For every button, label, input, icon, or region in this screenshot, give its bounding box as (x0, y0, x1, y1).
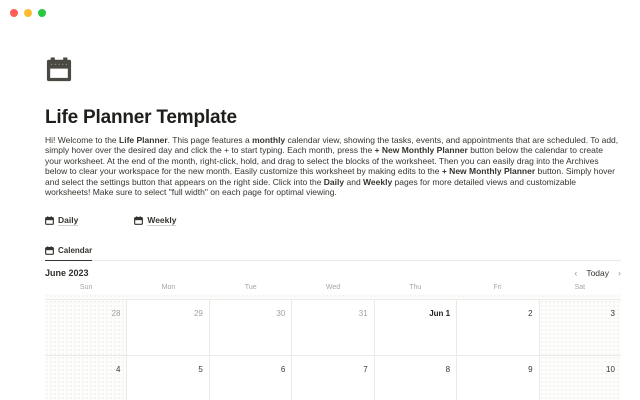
weekday-label-wed: Wed (325, 284, 341, 292)
description-text: Hi! Welcome to the (45, 135, 120, 145)
chevron-left-icon[interactable]: ‹ (574, 267, 578, 278)
chevron-right-icon[interactable]: › (618, 267, 621, 278)
description-bold-text: monthly (252, 135, 286, 145)
description-text: button below the calendar to create your worksheet. At the end of the month, right-click, hold, and drag to select the blocks of the worksheet. Then you can easily drag into the Archives below to clear your workspace for the new month. Easily customize this worksheet by making edits to the (45, 145, 603, 177)
day-number: 6 (280, 365, 286, 375)
description-bold-text: Daily (323, 176, 345, 187)
weekday-header-row (45, 284, 621, 294)
day-number: 28 (111, 309, 121, 319)
weekday-label-tue: Tue (244, 284, 257, 292)
page-link-daily[interactable] (45, 215, 78, 227)
day-cell-31[interactable] (292, 300, 374, 355)
description-text: button. Simply hover and select the settings button that appears on the right side. Click into the (45, 166, 615, 187)
day-cell-8[interactable] (375, 356, 457, 400)
calendar-month-label: June 2023 (45, 268, 89, 279)
day-number: 8 (445, 365, 451, 375)
description-text: and (344, 176, 364, 187)
description-bold-text: + New Monthly Planner (441, 166, 536, 177)
day-number: 7 (363, 365, 368, 375)
day-number: 10 (606, 365, 615, 375)
day-cell-4[interactable] (45, 356, 127, 400)
today-button[interactable]: Today (586, 268, 609, 279)
day-number: 9 (528, 365, 533, 375)
tab-calendar[interactable] (45, 246, 92, 261)
day-cell-7[interactable] (292, 356, 374, 400)
weekday-label-fri: Fri (493, 284, 502, 292)
day-cell-2[interactable] (457, 300, 539, 355)
week-row (45, 356, 621, 400)
tab-calendar-label: Calendar (58, 246, 93, 256)
day-cell-30[interactable] (210, 300, 292, 355)
view-tabs-row (45, 246, 621, 261)
day-number: Jun 1 (429, 309, 451, 319)
window-close-button[interactable] (10, 9, 18, 17)
day-cell-29[interactable] (127, 300, 209, 355)
calendar-grid (45, 300, 621, 400)
page-calendar-icon[interactable] (45, 57, 73, 83)
day-cell-3[interactable] (540, 300, 621, 355)
description-text: calendar view, showing the tasks, events, and appointments that are scheduled. To add, simply hover over the desired day and click the + to start typing. Each month, press the (45, 135, 619, 156)
day-cell-jun-1[interactable] (375, 300, 457, 355)
description-text: . This page features a (167, 135, 253, 145)
description-text: pages for more detailed views and customizable worksheets! Make sure to select "full width" on each page for optimal viewing. (45, 176, 576, 198)
page-link-label: Daily (58, 214, 79, 225)
day-number: 4 (115, 365, 121, 375)
day-cell-10[interactable] (540, 356, 621, 400)
calendar-icon (45, 246, 54, 255)
description-bold-text: Weekly (363, 176, 393, 187)
page-title: Life Planner Template (45, 107, 237, 128)
day-cell-5[interactable] (127, 356, 209, 400)
calendar-icon (134, 216, 143, 225)
day-number: 3 (610, 309, 615, 319)
page-content (0, 57, 640, 400)
calendar-header (45, 268, 621, 278)
day-cell-28[interactable] (45, 300, 127, 355)
day-number: 5 (198, 365, 203, 375)
page-description (45, 135, 621, 198)
tear-off-calendar-icon (45, 216, 54, 225)
weekday-label-thu: Thu (409, 284, 422, 292)
description-bold-text: + New Monthly Planner (374, 145, 468, 156)
week-row (45, 300, 621, 356)
weekday-label-sat: Sat (574, 284, 586, 292)
day-number: 29 (193, 309, 203, 319)
day-number: 30 (276, 309, 286, 319)
page-link-weekly[interactable] (134, 215, 176, 227)
window-minimize-button[interactable] (24, 9, 32, 17)
description-bold-text: Life Planner (119, 135, 168, 145)
weekday-label-sun: Sun (79, 284, 93, 292)
day-number: 31 (358, 309, 368, 319)
page-link-label: Weekly (147, 214, 177, 225)
day-number: 2 (528, 309, 533, 319)
day-cell-6[interactable] (210, 356, 292, 400)
weekday-label-mon: Mon (161, 284, 176, 292)
day-cell-9[interactable] (457, 356, 539, 400)
calendar-navigation (574, 268, 621, 278)
window-titlebar (0, 0, 640, 17)
page-links-row (45, 215, 621, 227)
window-zoom-button[interactable] (38, 9, 46, 17)
